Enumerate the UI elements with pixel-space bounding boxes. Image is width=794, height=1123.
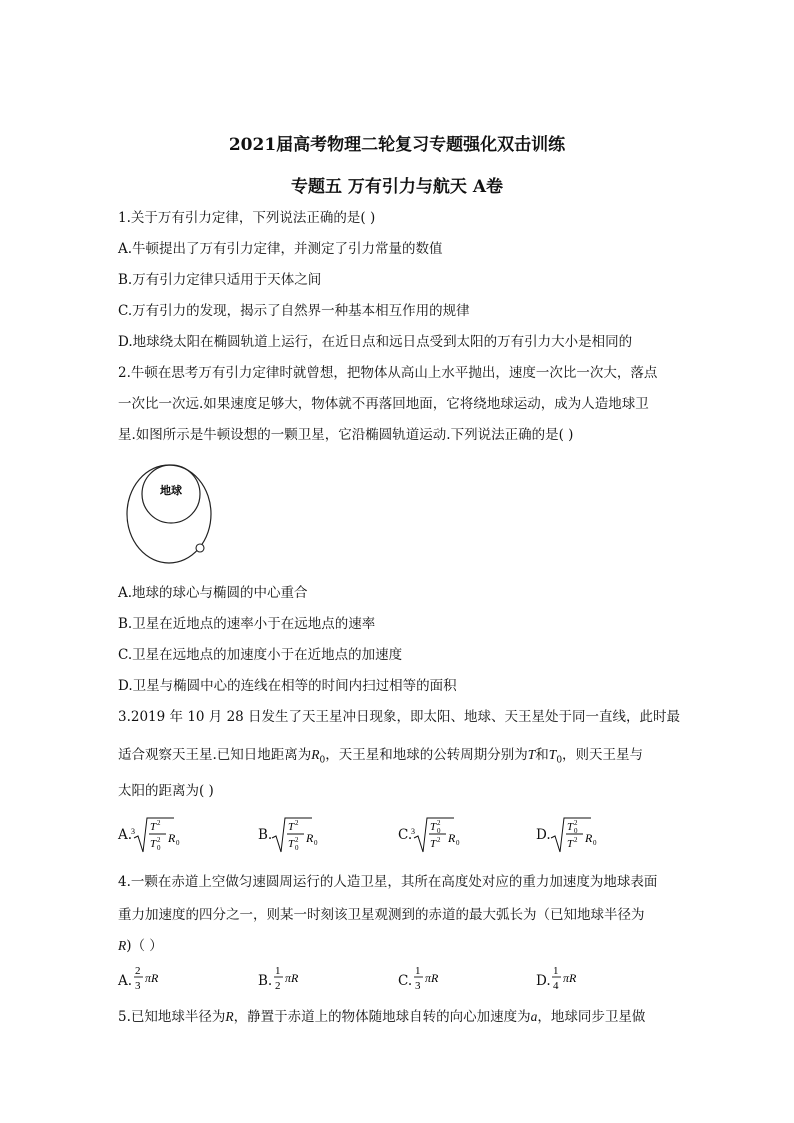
q1-option-b: B.万有引力定律只适用于天体之间: [118, 272, 322, 288]
svg-text:0: 0: [176, 839, 180, 847]
q4-option-a-label: A.: [118, 973, 133, 989]
q4-line-3: R)（ ）: [118, 938, 163, 954]
svg-text:2: 2: [135, 965, 141, 977]
svg-text:0: 0: [456, 839, 460, 847]
q3-option-a-label: A.: [118, 827, 133, 843]
earth-label: 地球: [160, 485, 182, 497]
q1-stem: 1.关于万有引力定律，下列说法正确的是( ): [118, 210, 376, 226]
svg-text:T: T: [288, 838, 295, 850]
q4-option-b-label: B.: [258, 973, 273, 989]
svg-text:R: R: [448, 831, 456, 845]
svg-text:πR: πR: [425, 971, 439, 985]
q3-option-d-label: D.: [536, 827, 551, 843]
svg-text:T: T: [150, 821, 157, 833]
q4-line-1: 4.一颗在赤道上空做匀速圆周运行的人造卫星，其所在高度处对应的重力加速度为地球表面: [118, 874, 658, 890]
q3-line-3: 太阳的距离为( ): [118, 783, 214, 799]
q4-option-d-formula: [550, 961, 590, 995]
svg-text:4: 4: [553, 980, 559, 992]
q2-option-d: D.卫星与椭圆中心的连线在相等的时间内扫过相等的面积: [118, 678, 457, 694]
q5-line-1: 5.已知地球半径为R，静置于赤道上的物体随地球自转的向心加速度为a，地球同步卫星做: [118, 1009, 646, 1025]
page-title: 2021届高考物理二轮复习专题强化双击训练: [228, 135, 566, 155]
q2-line-3: 星.如图所示是牛顿设想的一颗卫星，它沿椭圆轨道运动.下列说法正确的是( ): [118, 427, 574, 443]
svg-text:1: 1: [275, 965, 281, 977]
svg-text:3: 3: [131, 827, 135, 836]
q3-line-1: 3.2019 年 10 月 28 日发生了天王星冲日现象，即太阳、地球、天王星处于同一直线，此时最: [118, 709, 681, 725]
orbit-figure: [124, 462, 216, 568]
q2-line-1: 2.牛顿在思考万有引力定律时就曾想，把物体从高山上水平抛出，速度一次比一次大，落点: [118, 365, 658, 381]
q2-option-b: B.卫星在近地点的速率小于在远地点的速率: [118, 616, 376, 632]
satellite-dot: [196, 544, 204, 552]
q4-option-a-formula: [132, 961, 172, 995]
svg-text:3: 3: [411, 827, 415, 836]
q1-option-c: C.万有引力的发现，揭示了自然界一种基本相互作用的规律: [118, 303, 470, 319]
svg-text:T: T: [150, 838, 157, 850]
q4-option-c-formula: [412, 961, 452, 995]
svg-text:0: 0: [314, 839, 318, 847]
svg-text:πR: πR: [563, 971, 577, 985]
q4-line-2: 重力加速度的四分之一，则某一时刻该卫星观测到的赤道的最大弧长为（已知地球半径为: [118, 907, 645, 923]
q2-option-a: A.地球的球心与椭圆的中心重合: [118, 585, 308, 601]
svg-text:2: 2: [157, 819, 161, 827]
svg-text:2: 2: [574, 819, 578, 827]
svg-text:T: T: [567, 821, 574, 833]
q3-option-c-label: C.: [398, 827, 413, 843]
q3-line-2: 适合观察天王星.已知日地距离为$R_0$，天王星和地球的公转周期分别为T和$T_0$，则天王星与: [118, 747, 644, 766]
svg-text:πR: πR: [145, 971, 159, 985]
q4-option-b-formula: [272, 961, 312, 995]
page-subtitle: 专题五 万有引力与航天 A卷: [290, 177, 504, 197]
svg-text:2: 2: [574, 836, 578, 844]
q2-line-2: 一次比一次远.如果速度足够大，物体就不再落回地面，它将绕地球运动，成为人造地球卫: [118, 396, 649, 412]
q1-option-d: D.地球绕太阳在椭圆轨道上运行，在近日点和远日点受到太阳的万有引力大小是相同的: [118, 334, 633, 350]
svg-text:0: 0: [295, 844, 299, 852]
svg-text:1: 1: [553, 965, 559, 977]
svg-text:0: 0: [593, 839, 597, 847]
q2-option-c: C.卫星在远地点的加速度小于在近地点的加速度: [118, 647, 403, 663]
q4-option-d-label: D.: [536, 973, 551, 989]
svg-text:R: R: [306, 831, 314, 845]
svg-text:T: T: [567, 838, 574, 850]
svg-text:2: 2: [295, 836, 299, 844]
svg-text:0: 0: [437, 827, 441, 835]
q3-option-b-label: B.: [258, 827, 273, 843]
svg-text:2: 2: [275, 980, 281, 992]
q3-option-a-formula: [130, 812, 190, 856]
svg-text:1: 1: [415, 965, 421, 977]
svg-text:0: 0: [574, 827, 578, 835]
q3-option-b-formula: [270, 812, 330, 856]
svg-text:πR: πR: [285, 971, 299, 985]
svg-text:R: R: [585, 831, 593, 845]
svg-text:2: 2: [295, 819, 299, 827]
svg-text:R: R: [168, 831, 176, 845]
svg-text:T: T: [288, 821, 295, 833]
q3-option-c-formula: [410, 812, 470, 856]
svg-text:3: 3: [135, 980, 141, 992]
q1-option-a: A.牛顿提出了万有引力定律，并测定了引力常量的数值: [118, 241, 443, 257]
svg-text:2: 2: [157, 836, 161, 844]
svg-text:3: 3: [415, 980, 421, 992]
svg-text:T: T: [430, 838, 437, 850]
svg-text:0: 0: [157, 844, 161, 852]
q4-option-c-label: C.: [398, 973, 413, 989]
svg-text:T: T: [430, 821, 437, 833]
q3-option-d-formula: [549, 812, 609, 856]
svg-text:2: 2: [437, 836, 441, 844]
svg-text:2: 2: [437, 819, 441, 827]
